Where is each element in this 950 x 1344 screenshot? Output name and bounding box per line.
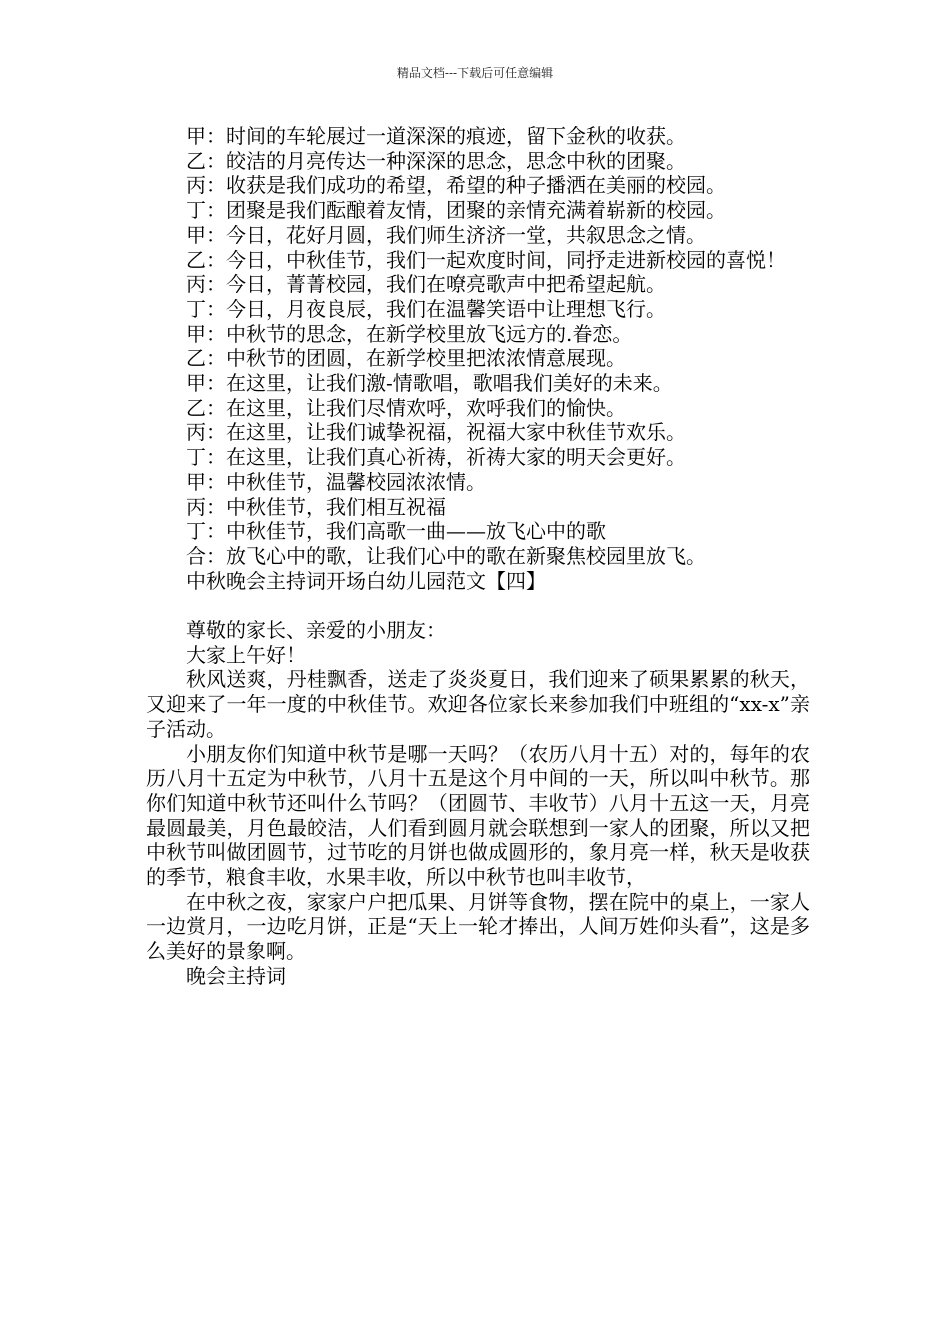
- paragraph: 丁：今日，月夜良辰，我们在温馨笑语中让理想飞行。: [186, 296, 666, 321]
- paragraph: 丙：收获是我们成功的希望，希望的种子播洒在美丽的校园。: [186, 173, 726, 198]
- paragraph: 丁：团聚是我们酝酿着友情，团聚的亲情充满着崭新的校园。: [186, 198, 726, 223]
- paragraph: 丙：中秋佳节，我们相互祝福: [186, 494, 446, 519]
- paragraph: 合：放飞心中的歌，让我们心中的歌在新聚焦校园里放飞。: [186, 543, 706, 568]
- paragraph: 晚会主持词: [186, 963, 286, 988]
- paragraph: 小朋友你们知道中秋节是哪一天吗？（农历八月十五）对的，每年的农历八月十五定为中秋节，八月十五是这个月中间的一天，所以叫中秋节。那你们知道中秋节还叫什么节吗？（团圆节、丰收节）八月十五这一天，月亮最圆最美，月色最皎洁，人们看到圆月就会联想到一家人的团聚，所以又把中秋节叫做团圆节，过节吃的月饼也做成圆形的，象月亮一样，秋天是收获的季节，粮食丰收，水果丰收，所以中秋节也叫丰收节，: [146, 741, 810, 890]
- paragraph: 甲：中秋佳节，温馨校园浓浓情。: [186, 469, 486, 494]
- paragraph: 大家上午好！: [186, 642, 306, 667]
- paragraph: 甲：时间的车轮展过一道深深的痕迹，留下金秋的收获。: [186, 124, 686, 148]
- paragraph: 尊敬的家长、亲爱的小朋友：: [186, 618, 446, 643]
- paragraph: 乙：今日，中秋佳节，我们一起欢度时间，同抒走进新校园的喜悦！: [186, 247, 786, 272]
- paragraph: 甲：中秋节的思念，在新学校里放飞远方的.眷恋。: [186, 321, 633, 346]
- paragraph: 丁：在这里，让我们真心祈祷，祈祷大家的明天会更好。: [186, 445, 686, 470]
- paragraph: 在中秋之夜，家家户户把瓜果、月饼等食物，摆在院中的桌上，一家人一边赏月，一边吃月饼，正是“天上一轮才捧出，人间万姓仰头看”，这是多么美好的景象啊。: [146, 889, 810, 964]
- paragraph: 丁：中秋佳节，我们高歌一曲——放飞心中的歌: [186, 519, 606, 544]
- paragraph: 丙：今日，菁菁校园，我们在嘹亮歌声中把希望起航。: [186, 272, 666, 297]
- page-header: 精品文档---下载后可任意编辑: [396, 66, 554, 80]
- paragraph: 乙：在这里，让我们尽情欢呼，欢呼我们的愉快。: [186, 395, 626, 420]
- section-title: 中秋晚会主持词开场白幼儿园范文【四】: [186, 568, 546, 593]
- paragraph: 丙：在这里，让我们诚挚祝福，祝福大家中秋佳节欢乐。: [186, 420, 686, 445]
- paragraph: 甲：今日，花好月圆，我们师生济济一堂，共叙思念之情。: [186, 222, 706, 247]
- blank-line: [146, 593, 810, 618]
- paragraph: 乙：皎洁的月亮传达一种深深的思念，思念中秋的团聚。: [186, 148, 686, 173]
- paragraph: 乙：中秋节的团圆，在新学校里把浓浓情意展现。: [186, 346, 626, 371]
- paragraph: 甲：在这里，让我们激-情歌唱，歌唱我们美好的未来。: [186, 371, 673, 396]
- document-body: [146, 124, 810, 989]
- paragraph: 秋风送爽，丹桂飘香，送走了炎炎夏日，我们迎来了硕果累累的秋天，又迎来了一年一度的中秋佳节。欢迎各位家长来参加我们中班组的“xx-x”亲子活动。: [146, 667, 810, 741]
